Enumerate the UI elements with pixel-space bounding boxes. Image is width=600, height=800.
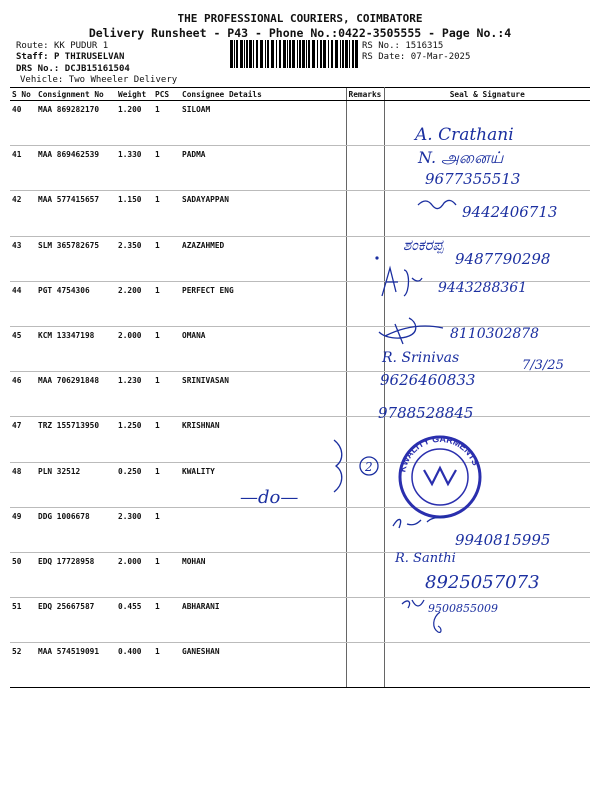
row-sno: 41 <box>10 146 36 191</box>
barcode-bar <box>308 40 310 68</box>
barcode-bar <box>289 40 291 68</box>
row-remarks <box>346 236 384 281</box>
barcode-bar <box>253 40 254 68</box>
route-label: Route: <box>16 41 49 51</box>
row-sno: 45 <box>10 326 36 371</box>
barcode-bar <box>320 40 322 68</box>
row-consignment: MAA 706291848 <box>36 372 116 417</box>
row-consignment: EDQ 17728958 <box>36 552 116 597</box>
ditto-mark: —do— <box>240 487 299 508</box>
barcode-bar <box>244 40 245 68</box>
barcode-bar <box>265 40 266 68</box>
staff-value: P THIRUSELVAN <box>53 52 125 62</box>
row-pcs: 1 <box>153 372 180 417</box>
row-signature <box>384 417 590 462</box>
row-sno: 43 <box>10 236 36 281</box>
circled-number: 2 <box>365 460 373 474</box>
col-pcs: PCS <box>153 88 180 101</box>
runsheet-subtitle: Delivery Runsheet - P43 - Phone No.:0422-3505555 - Page No.:4 <box>88 26 512 40</box>
barcode-bar <box>279 40 281 68</box>
row-consignee: SRINIVASAN <box>180 372 346 417</box>
barcode-bar <box>246 40 248 68</box>
table-row <box>10 417 590 462</box>
barcode-bar <box>234 40 235 68</box>
row-signature <box>384 372 590 417</box>
row-consignment: PGT 4754306 <box>36 281 116 326</box>
phone-45: 8110302878 <box>450 326 540 342</box>
row-pcs: 1 <box>153 507 180 552</box>
row-signature <box>384 281 590 326</box>
phone-47: 9788528845 <box>378 404 474 422</box>
barcode-bar <box>328 40 329 68</box>
row-signature <box>384 552 590 597</box>
row-weight: 2.000 <box>116 326 153 371</box>
route-value: KK PUDUR 1 <box>53 41 109 51</box>
barcode <box>230 40 358 68</box>
table-row <box>10 462 590 507</box>
phone-42: 9442406713 <box>462 203 558 221</box>
rs-no-value: 1516315 <box>405 41 444 51</box>
row-consignee: ABHARANI <box>180 598 346 643</box>
table-row <box>10 326 590 371</box>
row-weight: 1.250 <box>116 417 153 462</box>
row-remarks <box>346 101 384 146</box>
barcode-bar <box>352 40 354 68</box>
row-sno: 52 <box>10 643 36 688</box>
row-remarks <box>346 643 384 688</box>
barcode-bar <box>355 40 358 68</box>
row-signature <box>384 101 590 146</box>
row-weight: 1.330 <box>116 146 153 191</box>
col-weight: Weight <box>116 88 153 101</box>
row-consignment: EDQ 25667587 <box>36 598 116 643</box>
row-signature <box>384 191 590 236</box>
row-consignee <box>180 507 346 552</box>
table-row <box>10 643 590 688</box>
barcode-bar <box>335 40 338 68</box>
row-sno: 47 <box>10 417 36 462</box>
table-row <box>10 507 590 552</box>
row-sno: 51 <box>10 598 36 643</box>
barcode-bar <box>297 40 298 68</box>
row-pcs: 1 <box>153 146 180 191</box>
vehicle-value: Two Wheeler Delivery <box>68 75 178 85</box>
phone-44: 9443288361 <box>438 280 528 296</box>
barcode-bar <box>256 40 258 68</box>
phone-46: 9626460833 <box>380 371 476 389</box>
staff-label: Staff: <box>16 52 49 62</box>
company-title: THE PROFESSIONAL COURIERS, COIMBATORE <box>177 12 423 25</box>
phone-52: 9500855009 <box>428 602 498 615</box>
col-sno: S No <box>10 88 36 101</box>
barcode-bar <box>236 40 238 68</box>
row-weight: 0.400 <box>116 643 153 688</box>
barcode-bar <box>249 40 252 68</box>
row-signature <box>384 146 590 191</box>
row-consignee: SILOAM <box>180 101 346 146</box>
barcode-bar <box>349 40 350 68</box>
staff-line <box>16 52 124 62</box>
signature-43-name: ಶಂಕರಪ್ಪ <box>403 236 444 254</box>
row-sno: 49 <box>10 507 36 552</box>
barcode-bar <box>260 40 263 68</box>
barcode-bar <box>267 40 269 68</box>
table-row <box>10 281 590 326</box>
col-remarks: Remarks <box>346 88 384 101</box>
row-signature <box>384 507 590 552</box>
signature-46-name: R. Srinivas <box>382 350 460 366</box>
phone-41: 9677355513 <box>425 170 521 188</box>
row-sno: 46 <box>10 372 36 417</box>
row-remarks <box>346 146 384 191</box>
table-header <box>10 88 590 101</box>
row-weight: 1.200 <box>116 101 153 146</box>
row-pcs: 1 <box>153 643 180 688</box>
barcode-bar <box>317 40 318 68</box>
phone-50: 9940815995 <box>455 531 551 549</box>
row-sno: 40 <box>10 101 36 146</box>
rs-date-label: RS Date: <box>362 52 406 62</box>
vehicle-line <box>20 75 177 85</box>
runsheet-table <box>10 87 590 688</box>
row-pcs: 1 <box>153 598 180 643</box>
row-weight: 0.455 <box>116 598 153 643</box>
barcode-bar <box>340 40 341 68</box>
barcode-bar <box>331 40 333 68</box>
row-weight: 2.200 <box>116 281 153 326</box>
row-sno: 48 <box>10 462 36 507</box>
row-weight: 2.300 <box>116 507 153 552</box>
row-remarks <box>346 417 384 462</box>
barcode-bar <box>302 40 305 68</box>
row-consignment: MAA 869462539 <box>36 146 116 191</box>
row-consignment: MAA 574519091 <box>36 643 116 688</box>
table-row <box>10 372 590 417</box>
row-consignee: KRISHNAN <box>180 417 346 462</box>
phone-51: 8925057073 <box>425 572 540 593</box>
row-pcs: 1 <box>153 101 180 146</box>
row-consignment: DDG 1006678 <box>36 507 116 552</box>
row-consignee: MOHAN <box>180 552 346 597</box>
row-sno: 44 <box>10 281 36 326</box>
row-consignee: GANESHAN <box>180 643 346 688</box>
phone-43: 9487790298 <box>455 250 551 268</box>
rs-no-label: RS No.: <box>362 41 400 51</box>
rs-date-line <box>362 52 470 62</box>
row-consignee: PADMA <box>180 146 346 191</box>
barcode-bar <box>271 40 274 68</box>
row-remarks <box>346 598 384 643</box>
row-sno: 50 <box>10 552 36 597</box>
barcode-bar <box>287 40 288 68</box>
barcode-bar <box>306 40 307 68</box>
col-consignment: Consignment No <box>36 88 116 101</box>
row-consignment: PLN 32512 <box>36 462 116 507</box>
row-remarks <box>346 191 384 236</box>
rs-no-line <box>362 41 443 51</box>
table-row <box>10 236 590 281</box>
vehicle-label: Vehicle: <box>20 75 64 85</box>
row-consignee: KWALITY <box>180 462 346 507</box>
barcode-bar <box>345 40 348 68</box>
drs-label: DRS No.: <box>16 64 60 74</box>
row-weight: 0.250 <box>116 462 153 507</box>
row-signature <box>384 462 590 507</box>
table-row <box>10 598 590 643</box>
row-weight: 1.150 <box>116 191 153 236</box>
row-remarks <box>346 552 384 597</box>
row-pcs: 1 <box>153 236 180 281</box>
barcode-bar <box>292 40 295 68</box>
row-remarks <box>346 372 384 417</box>
row-signature <box>384 326 590 371</box>
row-remarks <box>346 507 384 552</box>
row-consignee: PERFECT ENG <box>180 281 346 326</box>
row-remarks <box>346 326 384 371</box>
row-weight: 2.350 <box>116 236 153 281</box>
barcode-bar <box>240 40 243 68</box>
row-remarks <box>346 281 384 326</box>
row-pcs: 1 <box>153 552 180 597</box>
row-signature <box>384 236 590 281</box>
drs-value: DCJB15161504 <box>64 64 130 74</box>
row-consignment: MAA 577415657 <box>36 191 116 236</box>
signature-41-name: N. அனைய் <box>418 148 504 167</box>
barcode-bar <box>276 40 277 68</box>
row-weight: 1.230 <box>116 372 153 417</box>
row-consignee: AZAZAHMED <box>180 236 346 281</box>
row-pcs: 1 <box>153 462 180 507</box>
barcode-bar <box>299 40 301 68</box>
date-46: 7/3/25 <box>522 358 564 373</box>
table-row <box>10 191 590 236</box>
route-line <box>16 41 108 51</box>
row-pcs: 1 <box>153 191 180 236</box>
stamp-text: KWALITY GARMENTS <box>397 433 481 474</box>
barcode-bar <box>323 40 326 68</box>
row-consignee: SADAYAPPAN <box>180 191 346 236</box>
barcode-bar <box>230 40 233 68</box>
col-signature: Seal & Signature <box>384 88 590 101</box>
row-consignment: SLM 365782675 <box>36 236 116 281</box>
rs-date-value: 07-Mar-2025 <box>410 52 471 62</box>
row-signature <box>384 598 590 643</box>
signature-40: A. Crathani <box>415 125 514 145</box>
table-row <box>10 101 590 146</box>
signature-51-name: R. Santhi <box>395 551 456 566</box>
row-pcs: 1 <box>153 417 180 462</box>
row-weight: 2.000 <box>116 552 153 597</box>
barcode-bar <box>283 40 286 68</box>
row-consignment: KCM 13347198 <box>36 326 116 371</box>
table-row <box>10 552 590 597</box>
row-consignment: TRZ 155713950 <box>36 417 116 462</box>
row-pcs: 1 <box>153 326 180 371</box>
drs-line <box>16 64 130 74</box>
barcode-bar <box>342 40 344 68</box>
row-remarks <box>346 462 384 507</box>
col-consignee: Consignee Details <box>180 88 346 101</box>
table-row <box>10 146 590 191</box>
row-pcs: 1 <box>153 281 180 326</box>
row-sno: 42 <box>10 191 36 236</box>
barcode-bar <box>312 40 315 68</box>
row-consignee: OMANA <box>180 326 346 371</box>
row-signature <box>384 643 590 688</box>
row-consignment: MAA 869282170 <box>36 101 116 146</box>
